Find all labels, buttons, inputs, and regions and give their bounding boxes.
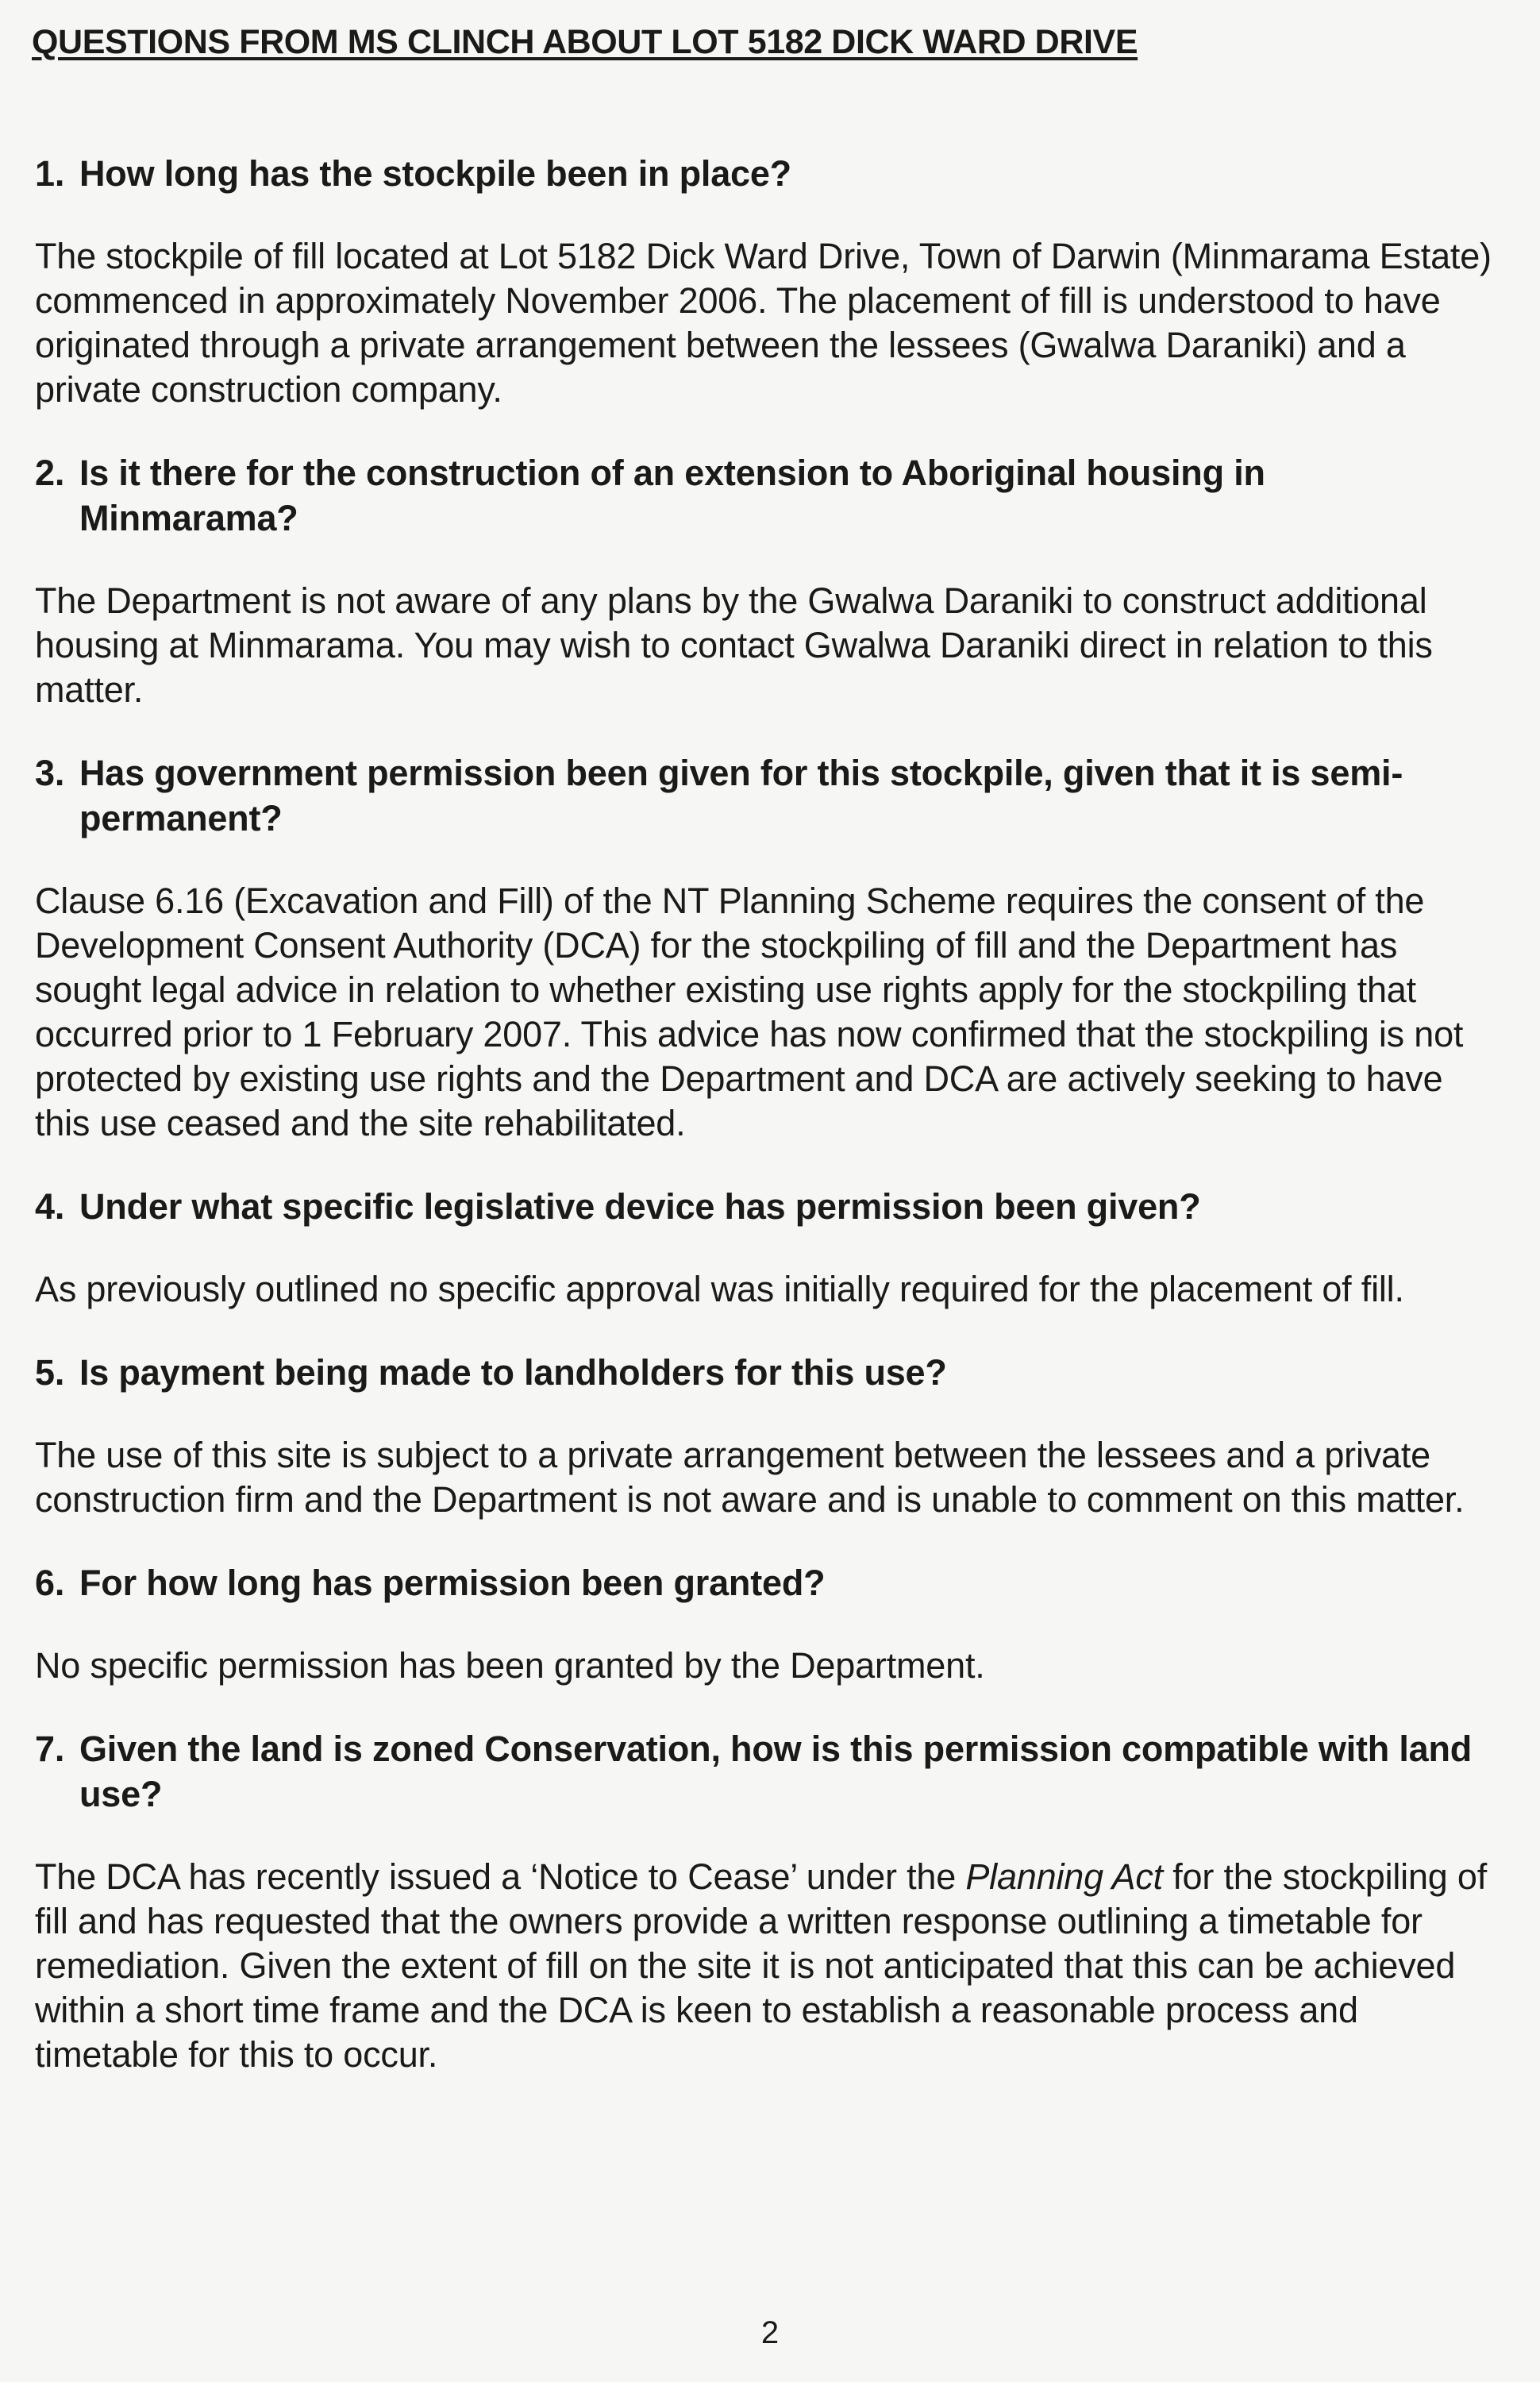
question-heading <box>35 1350 1492 1395</box>
document-title: QUESTIONS FROM MS CLINCH ABOUT LOT 5182 DICK WARD DRIVE <box>32 23 1138 61</box>
question-text: How long has the stockpile been in place? <box>79 152 791 194</box>
question-number: 1. <box>35 152 65 194</box>
question-number: 7. <box>35 1728 65 1769</box>
question-text: Has government permission been given for this stockpile, given that it is semi-permanent? <box>79 752 1403 838</box>
answer-text-end: for the stockpiling of fill and has requested that the owners provide a written response outlining a timetable for remediation. Given the extent of fill on the site it is not anticipated that this can be achieved within a short time frame and the DCA is keen to establish a reasonable process and timetable for this to occur. <box>35 1856 1488 2075</box>
question-heading <box>35 1726 1492 1817</box>
question-text: Given the land is zoned Conservation, how is this permission compatible with land use? <box>79 1728 1473 1814</box>
question-number: 4. <box>35 1185 65 1227</box>
qa-item-6 <box>32 1560 1492 1688</box>
answer-paragraph: The Department is not aware of any plans by the Gwalwa Daraniki to construct additional housing at Minmarama. You may wish to contact Gwalwa Daraniki direct in relation to this matter. <box>35 580 1433 710</box>
answer-text-start: The DCA has recently issued a ‘Notice to Cease’ under the <box>35 1856 966 1897</box>
qa-item-3 <box>32 750 1492 1146</box>
question-heading <box>35 1560 1492 1605</box>
question-heading <box>35 1184 1492 1229</box>
qa-item-2 <box>32 450 1492 712</box>
page-number: 2 <box>760 2315 780 2350</box>
question-text: For how long has permission been granted? <box>79 1562 826 1603</box>
answer-paragraph: Clause 6.16 (Excavation and Fill) of the NT Planning Scheme requires the consent of the Development Consent Authority (DCA) for the stockpiling of fill and the Department has sought legal advice in relation to whether existing use rights apply for the stockpiling that occurred prior to 1 February 2007. This advice has now confirmed that the stockpiling is not protected by existing use rights and the Department and DCA are actively seeking to have this use ceased and the site rehabilitated. <box>35 880 1464 1143</box>
qa-item-4 <box>32 1184 1492 1312</box>
question-heading <box>35 151 1492 196</box>
question-text: Under what specific legislative device has permission been given? <box>79 1185 1201 1227</box>
question-number: 6. <box>35 1562 65 1603</box>
answer-paragraph: The use of this site is subject to a private arrangement between the lessees and a private construction firm and the Department is not aware and is unable to comment on this matter. <box>35 1434 1465 1520</box>
act-name: Planning Act <box>965 1856 1163 1897</box>
question-heading <box>35 450 1492 541</box>
answer-paragraph <box>35 1855 1492 2077</box>
question-number: 5. <box>35 1351 65 1393</box>
question-number: 2. <box>35 452 65 493</box>
question-text: Is it there for the construction of an extension to Aboriginal housing in Minmarama? <box>79 452 1265 538</box>
qa-item-5 <box>32 1350 1492 1522</box>
qa-item-1 <box>32 151 1492 412</box>
question-heading <box>35 750 1492 841</box>
answer-paragraph: The stockpile of fill located at Lot 5182 Dick Ward Drive, Town of Darwin (Minmarama Estate) commenced in approximately November 2006. The placement of fill is understood to have originated through a private arrangement between the lessees (Gwalwa Daraniki) and a private construction company. <box>35 235 1492 410</box>
qa-item-7 <box>32 1726 1492 2077</box>
question-number: 3. <box>35 752 65 793</box>
answer-paragraph: As previously outlined no specific approval was initially required for the placement of fill. <box>35 1268 1404 1309</box>
question-text: Is payment being made to landholders for this use? <box>79 1351 947 1393</box>
answer-paragraph: No specific permission has been granted by the Department. <box>35 1644 985 1686</box>
